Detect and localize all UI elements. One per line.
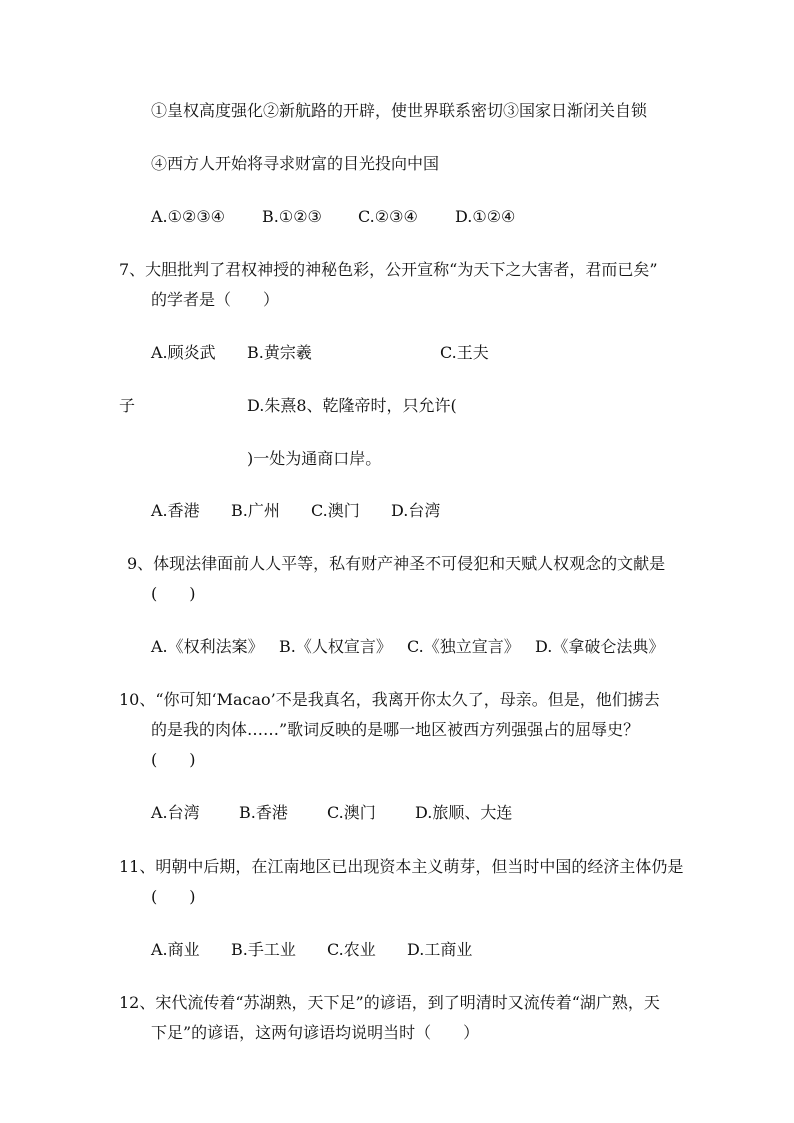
q12-stem-line2: 下足”的谚语，这两句谚语均说明当时（ ）	[151, 1023, 480, 1042]
q10-option-c: C.澳门	[327, 803, 376, 822]
q9-stem-line2: ( )	[151, 584, 196, 603]
q11-option-d: D.工商业	[407, 940, 473, 959]
q6-option-d: D.①②④	[455, 207, 516, 226]
q6-statement-line2: ④西方人开始将寻求财富的目光投向中国	[151, 154, 440, 173]
q11-option-c: C.农业	[327, 940, 376, 959]
q9-option-b: B.《人权宣言》	[279, 637, 392, 656]
q11-stem-line1: 11、明朝中后期，在江南地区已出现资本主义萌芽，但当时中国的经济主体仍是	[119, 857, 684, 876]
q8-stem-line2: )一处为通商口岸。	[247, 449, 382, 468]
q10-option-d: D.旅顺、大连	[415, 803, 513, 822]
q11-option-a: A.商业	[151, 940, 200, 959]
q8-option-b: B.广州	[231, 501, 280, 520]
q9-option-a: A.《权利法案》	[151, 637, 264, 656]
q10-stem-line1: 10、“你可知‘Macao’不是我真名，我离开你太久了，母亲。但是，他们掳去	[119, 690, 660, 709]
q9-option-d: D.《拿破仑法典》	[535, 637, 665, 656]
q8-option-a: A.香港	[151, 501, 200, 520]
q7-option-c-continued: 子	[119, 396, 136, 415]
q6-option-c: C.②③④	[358, 207, 418, 226]
q11-option-b: B.手工业	[231, 940, 296, 959]
q10-option-b: B.香港	[239, 803, 288, 822]
q10-stem-line3: ( )	[151, 750, 196, 769]
q9-stem-line1: 9、体现法律面前人人平等，私有财产神圣不可侵犯和天赋人权观念的文献是	[127, 554, 666, 573]
q7-option-b: B.黄宗羲	[247, 343, 312, 362]
q10-stem-line2: 的是我的肉体……”歌词反映的是哪一地区被西方列强强占的屈辱史？	[151, 720, 640, 739]
q7-option-c: C.王夫	[440, 343, 489, 362]
q7-option-d-and-q8-stem: D.朱熹8、乾隆帝时，只允许(	[247, 396, 457, 415]
q10-option-a: A.台湾	[151, 803, 200, 822]
q7-stem-line1: 7、大胆批判了君权神授的神秘色彩，公开宣称“为天下之大害者，君而已矣”	[119, 260, 658, 279]
q11-stem-line2: ( )	[151, 887, 196, 906]
q6-option-b: B.①②③	[262, 207, 322, 226]
q8-option-d: D.台湾	[391, 501, 441, 520]
q9-option-c: C.《独立宣言》	[407, 637, 520, 656]
q6-statement-line1: ①皇权高度强化②新航路的开辟，使世界联系密切③国家日渐闭关自锁	[151, 101, 648, 120]
q8-option-c: C.澳门	[311, 501, 360, 520]
q7-option-a: A.顾炎武	[151, 343, 216, 362]
q6-option-a: A.①②③④	[151, 207, 226, 226]
q12-stem-line1: 12、宋代流传着“苏湖熟，天下足”的谚语，到了明清时又流传着“湖广熟，天	[119, 993, 660, 1012]
q7-stem-line2: 的学者是（ ）	[151, 290, 280, 309]
